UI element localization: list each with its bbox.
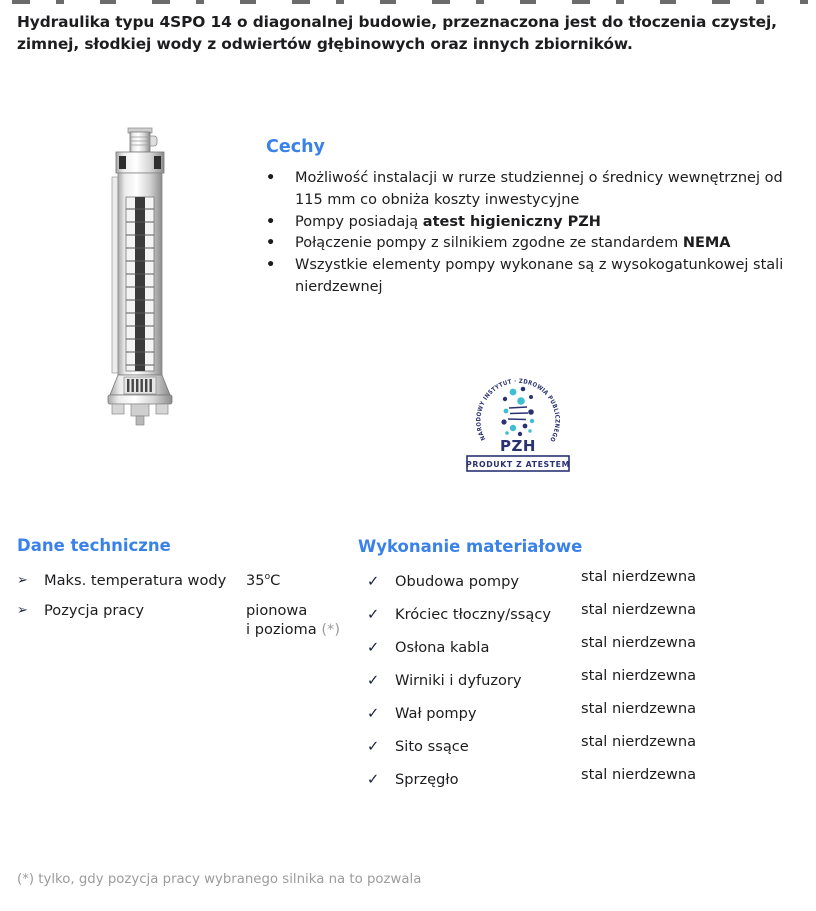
- pump-illustration: [104, 127, 176, 437]
- bullet-icon: •: [266, 170, 276, 186]
- material-row: [358, 766, 803, 790]
- technical-data-title: Dane techniczne: [17, 536, 171, 555]
- check-icon: ✓: [367, 705, 380, 722]
- check-icon: ✓: [367, 771, 380, 788]
- feature-text: Połączenie pompy z silnikiem zgodne ze standardem NEMA: [295, 235, 731, 252]
- material-value: stal nierdzewna: [581, 634, 697, 651]
- material-row: [358, 733, 803, 757]
- feature-item: [266, 212, 786, 234]
- technical-row: [17, 602, 352, 640]
- features-list: [266, 168, 786, 299]
- technical-value: pionowa i pozioma (*): [246, 601, 341, 638]
- material-row: [358, 634, 803, 658]
- badge-center-text: PZH: [500, 437, 536, 455]
- pump-drawing: [104, 127, 176, 437]
- technical-label: Maks. temperatura wody: [44, 572, 227, 589]
- arrow-bullet-icon: ➢: [17, 573, 28, 588]
- feature-text: Możliwość instalacji w rurze studziennej o średnicy wewnętrznej od 115 mm co obniża koszty inwestycyjne: [295, 170, 783, 208]
- feature-text: Wszystkie elementy pompy wykonane są z wysokogatunkowej stali nierdzewnej: [295, 257, 784, 295]
- bullet-icon: •: [266, 213, 276, 230]
- material-label: Sprzęgło: [395, 771, 459, 788]
- material-label: Wirniki i dyfuzory: [395, 672, 522, 689]
- check-icon: ✓: [367, 573, 380, 590]
- material-value: stal nierdzewna: [581, 601, 697, 618]
- material-row: [358, 601, 803, 625]
- material-value: stal nierdzewna: [581, 733, 697, 750]
- pzh-certificate-badge: [458, 372, 578, 472]
- technical-value: 35$^o$C: [246, 572, 281, 589]
- bullet-icon: •: [266, 235, 276, 252]
- material-value: stal nierdzewna: [581, 700, 697, 717]
- footnote: (*) tylko, gdy pozycja pracy wybranego silnika na to pozwala: [17, 872, 422, 887]
- technical-data-section: [17, 536, 352, 651]
- feature-item: [266, 233, 786, 255]
- cropped-text-remnant: [12, 0, 808, 4]
- check-icon: ✓: [367, 672, 380, 689]
- badge-ring-text: NARODOWY INSTYTUT · ZDROWIA PUBLICZNEGO: [475, 377, 561, 444]
- bullet-icon: •: [266, 257, 276, 273]
- materials-section: [358, 537, 803, 804]
- technical-row: [17, 572, 352, 591]
- materials-rows: [358, 568, 803, 790]
- check-icon: ✓: [367, 639, 380, 656]
- technical-rows: [17, 572, 352, 640]
- features-title: Cechy: [266, 137, 325, 157]
- check-icon: ✓: [367, 738, 380, 755]
- material-label: Wał pompy: [395, 705, 477, 722]
- material-label: Króciec tłoczny/ssący: [395, 606, 551, 623]
- materials-title: Wykonanie materiałowe: [358, 537, 583, 556]
- intro-paragraph: Hydraulika typu 4SPO 14 o diagonalnej budowie, przeznaczona jest do tłoczenia czystej, zimnej, słodkiej wody z odwiertów głębinowych oraz innych zbiorników.: [17, 13, 777, 54]
- features-section: [266, 137, 786, 299]
- badge-banner-text: PRODUKT Z ATESTEM: [466, 460, 570, 469]
- material-label: Obudowa pompy: [395, 573, 520, 590]
- dna-helix-icon: [501, 387, 534, 437]
- technical-label: Pozycja pracy: [44, 601, 145, 619]
- material-value: stal nierdzewna: [581, 766, 697, 783]
- check-icon: ✓: [367, 606, 380, 623]
- material-label: Sito ssące: [395, 738, 469, 755]
- feature-text: Pompy posiadają atest higieniczny PZH: [295, 213, 601, 230]
- arrow-bullet-icon: ➢: [17, 602, 28, 618]
- footnote-marker: (*): [321, 620, 341, 638]
- material-value: stal nierdzewna: [581, 667, 697, 684]
- material-value: stal nierdzewna: [581, 568, 697, 585]
- material-label: Osłona kabla: [395, 639, 490, 656]
- material-row: [358, 568, 803, 592]
- material-row: [358, 667, 803, 691]
- material-row: [358, 700, 803, 724]
- pzh-logo: [458, 372, 578, 472]
- feature-item: [266, 255, 786, 299]
- feature-item: [266, 168, 786, 212]
